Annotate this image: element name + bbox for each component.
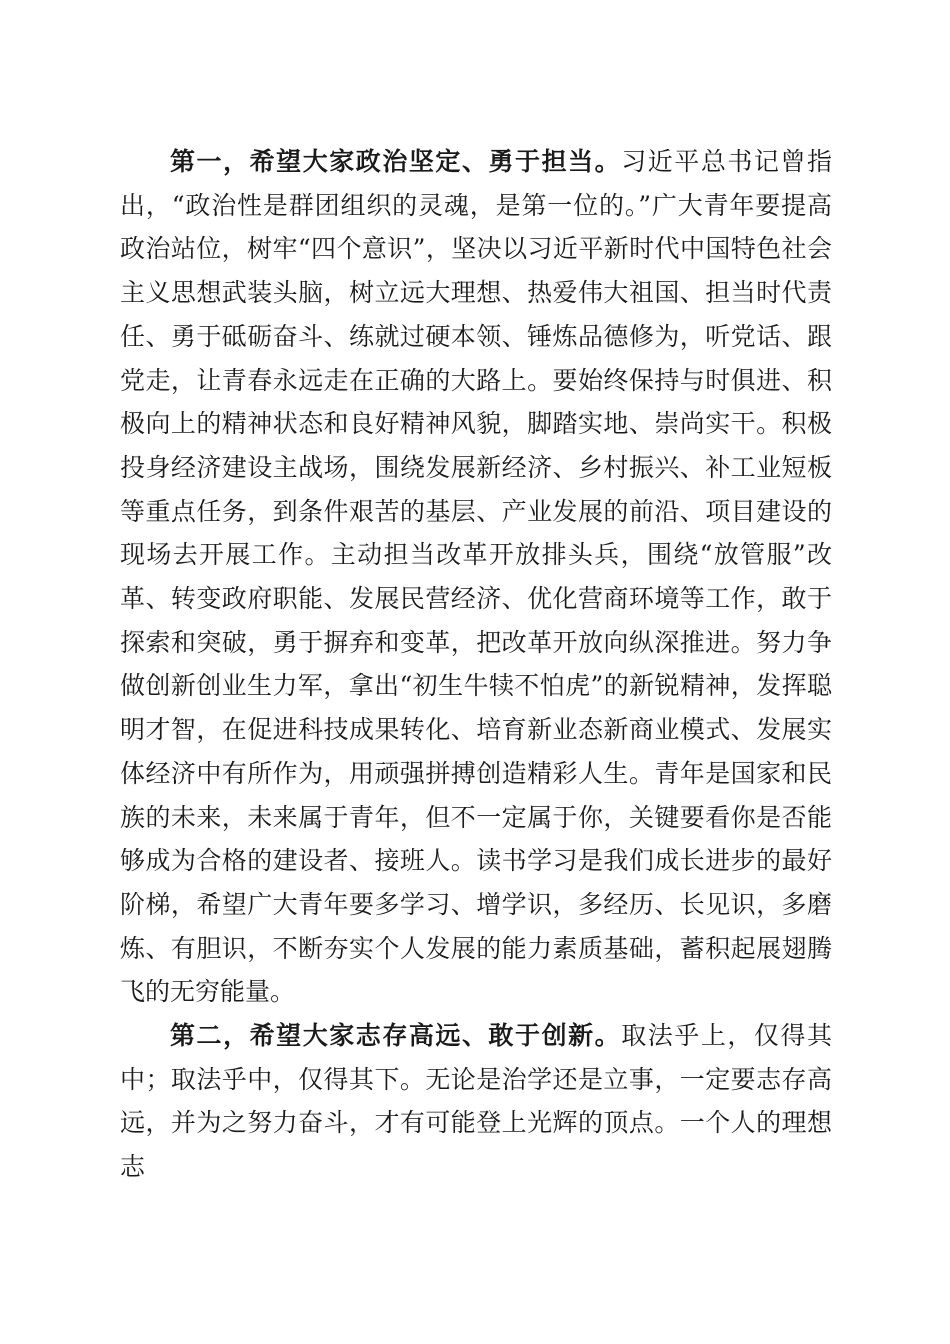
paragraph-text: 取法乎上，仅得其中；取法乎中，仅得其下。无论是治学还是立事，一定要志存高远，并为之努力奋斗，才有可能登上光辉的顶点。一个人的理想志 (120, 1021, 832, 1182)
paragraph-first (120, 140, 832, 1014)
paragraph-lead: 第二，希望大家志存高远、敢于创新。 (170, 1021, 622, 1051)
paragraph-lead: 第一，希望大家政治坚定、勇于担当。 (170, 147, 622, 176)
paragraph-second (120, 1014, 832, 1189)
document-body (120, 140, 832, 1189)
paragraph-text: 习近平总书记曾指出，“政治性是群团组织的灵魂，是第一位的。”广大青年要提高政治站位，树牢“四个意识”，坚决以习近平新时代中国特色社会主义思想武装头脑，树立远大理想、热爱伟大祖国、担当时代责任、勇于砥砺奋斗、练就过硬本领、锤炼品德修为，听党话、跟党走，让青春永远走在正确的大路上。要始终保持与时俱进、积极向上的精神状态和良好精神风貌，脚踏实地、崇尚实干。积极投身经济建设主战场，围绕发展新经济、乡村振兴、补工业短板等重点任务，到条件艰苦的基层、产业发展的前沿、项目建设的现场去开展工作。主动担当改革开放排头兵，围绕“放管服”改革、转变政府职能、发展民营经济、优化营商环境等工作，敢于探索和突破，勇于摒弃和变革，把改革开放向纵深推进。努力争做创新创业生力军，拿出“初生牛犊不怕虎”的新锐精神，发挥聪明才智，在促进科技成果转化、培育新业态新商业模式、发展实体经济中有所作为，用顽强拼搏创造精彩人生。青年是国家和民族的未来，未来属于青年，但不一定属于你，关键要看你是否能够成为合格的建设者、接班人。读书学习是我们成长进步的最好阶梯，希望广大青年要多学习、增学识，多经历、长见识，多磨炼、有胆识，不断夯实个人发展的能力素质基础，蓄积起展翅腾飞的无穷能量。 (120, 147, 832, 1007)
